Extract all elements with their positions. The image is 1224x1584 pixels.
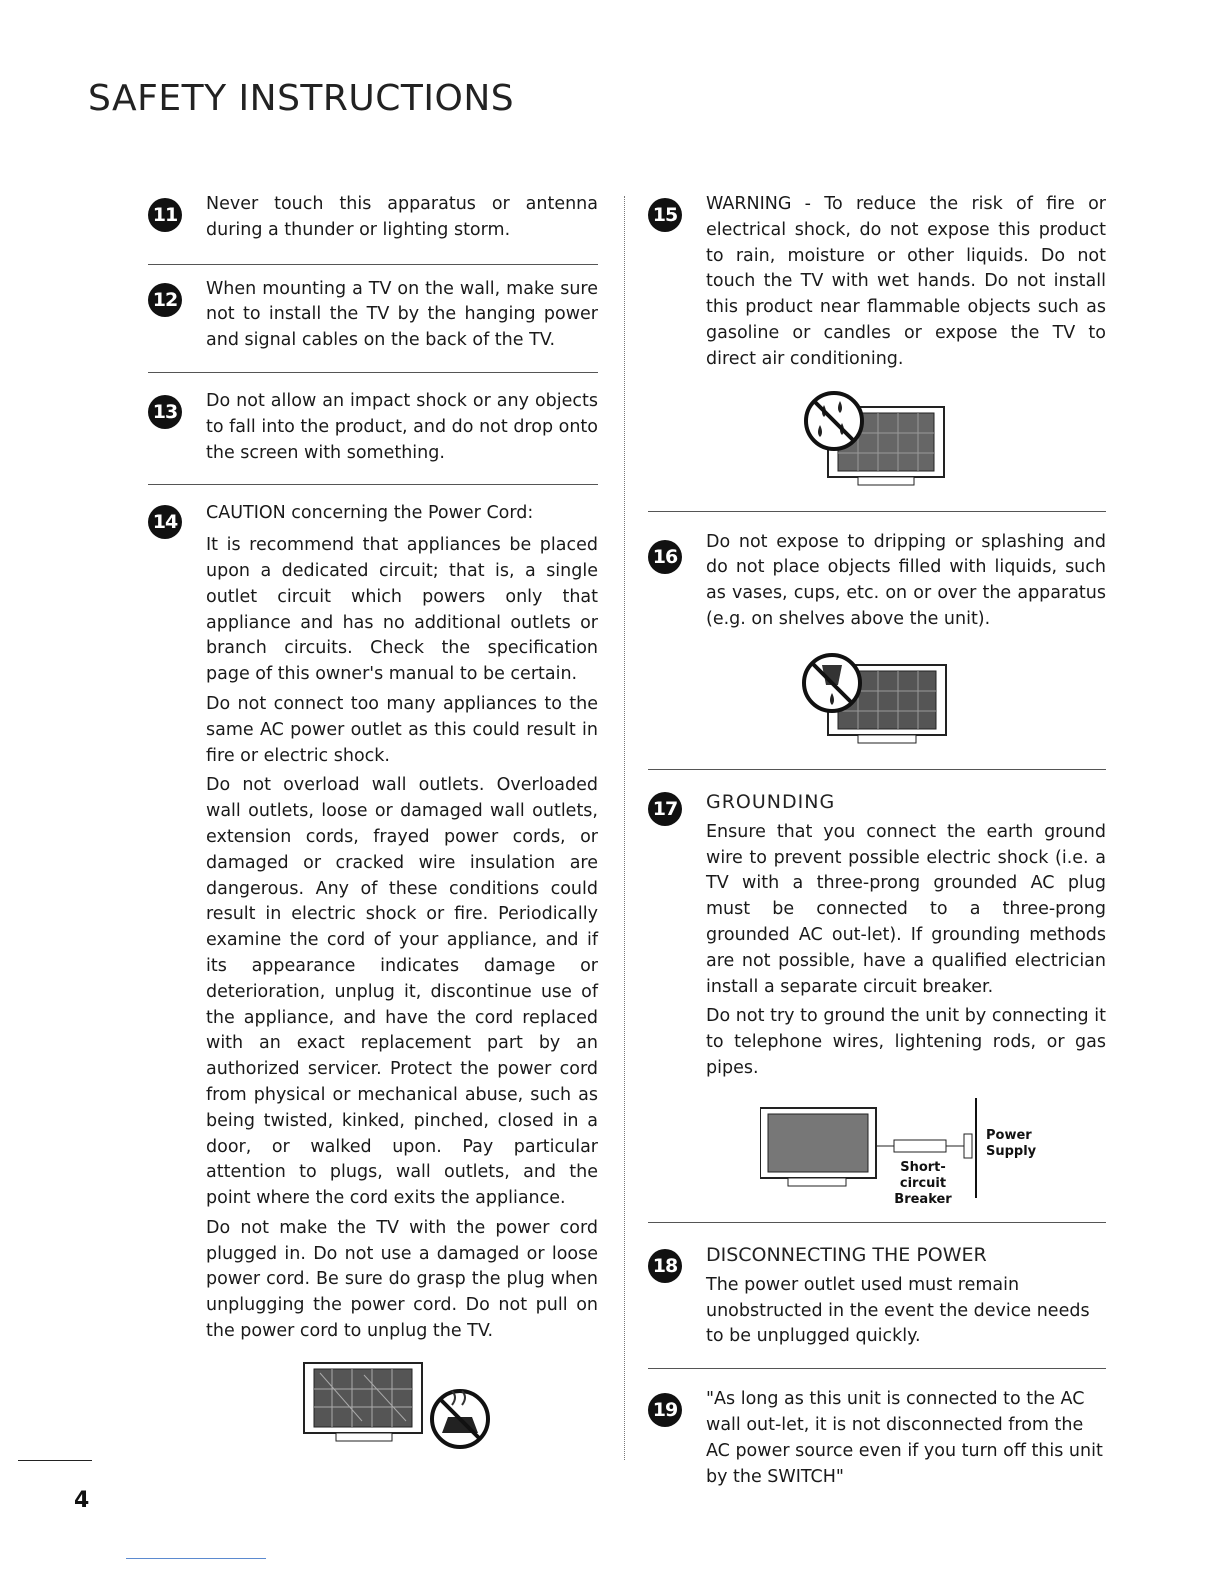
left-column (148, 190, 598, 1451)
item-19 (648, 1369, 1106, 1490)
item-number-badge: 17 (648, 792, 682, 826)
item-text: Do not try to ground the unit by connecting it to telephone wires, lightening rods, or gas pipes. (706, 1006, 1106, 1078)
item-text: Never touch this apparatus or antenna during a thunder or lighting storm. (206, 194, 598, 240)
column-divider (624, 196, 625, 1460)
item-11 (148, 190, 598, 264)
item-text: "As long as this unit is connected to the AC wall out-let, it is not disconnected from the AC power source even if you turn off this unit by the SWITCH" (706, 1389, 1103, 1487)
footer-rule (18, 1460, 92, 1461)
item-18 (648, 1223, 1106, 1368)
tv-no-water-illustration (302, 1361, 502, 1451)
item-text: Do not allow an impact shock or any objects to fall into the product, and do not drop onto the screen with something. (206, 390, 598, 463)
item-12 (148, 265, 598, 372)
item-number-badge: 18 (648, 1249, 682, 1283)
item-text: Do not expose to dripping or splashing and do not place objects filled with liquids, such as vases, cups, etc. on or over the apparatus (e.g. on shelves above the unit). (706, 531, 1106, 629)
tv-no-liquids-illustration (796, 647, 956, 747)
item-number-badge: 16 (648, 540, 682, 574)
tv-no-rain-illustration (796, 389, 956, 489)
item-text: Do not make the TV with the power cord plugged in. Do not use a damaged or loose power cord. Be sure do grasp the plug when unplugging the power cord. Do not pull on the power cord to unplug the TV. (206, 1217, 598, 1342)
item-text: The power outlet used must remain unobstructed in the event the device needs to be unplugged quickly. (706, 1274, 1090, 1347)
page-title: SAFETY INSTRUCTIONS (88, 78, 515, 119)
page-number: 4 (74, 1488, 90, 1513)
item-text: It is recommend that appliances be placed upon a dedicated circuit; that is, a single outlet circuit which powers only that appliance and has no additional outlets or branch circuits. Check the specification page of this owner's manual to be certain. (206, 535, 598, 685)
item-text: Do not connect too many appliances to the same AC power outlet as this could result in fire or electric shock. (206, 693, 598, 766)
item-16 (648, 512, 1106, 769)
caution-heading: CAUTION concerning the Power Cord: (206, 503, 534, 524)
item-text: Ensure that you connect the earth ground wire to prevent possible electric shock (i.e. a TV with a three-prong grounded AC plug must be connected to a three-prong grounded AC out-let). If grounding methods are not possible, have a qualified electrician install a separate circuit breaker. (706, 821, 1106, 997)
grounding-diagram (760, 1098, 1060, 1207)
item-15 (648, 190, 1106, 511)
disconnect-heading: DISCONNECTING THE POWER (706, 1243, 987, 1266)
item-number-badge: 12 (148, 283, 182, 317)
item-text: When mounting a TV on the wall, make sure not to install the TV by the hanging power and signal cables on the back of the TV. (206, 278, 598, 351)
item-number-badge: 11 (148, 198, 182, 232)
item-number-badge: 13 (148, 395, 182, 429)
right-column (648, 190, 1106, 1490)
grounding-heading: GROUNDING (706, 790, 836, 813)
footer-blue-rule (126, 1558, 266, 1559)
item-17 (648, 770, 1106, 1222)
item-14 (148, 485, 598, 1451)
breaker-label: Short-circuit Breaker (894, 1159, 952, 1207)
power-supply-label: Power Supply (986, 1127, 1037, 1159)
item-number-badge: 19 (648, 1393, 682, 1427)
item-number-badge: 14 (148, 505, 182, 539)
item-text: Do not overload wall outlets. Overloaded wall outlets, loose or damaged wall outlets, extension cords, frayed power cords, or damaged or cracked wire insulation are dangerous. Any of these conditions could result in electric shock or fire. Periodically examine the cord of your appliance, and if its appearance indicates damage or deterioration, unplug it, discontinue use of the appliance, and have the cord replaced with an exact replacement part by an authorized servicer. Protect the power cord from physical or mechanical abuse, such as being twisted, kinked, pinched, closed in a door, or walked upon. Pay particular attention to plugs, wall outlets, and the point where the cord exits the appliance. (206, 775, 598, 1209)
item-13 (148, 373, 598, 484)
item-text: WARNING - To reduce the risk of fire or electrical shock, do not expose this product to rain, moisture or other liquids. Do not touch the TV with wet hands. Do not install this product near flammable objects such as gasoline or candles or expose the TV to direct air conditioning. (706, 194, 1106, 369)
item-number-badge: 15 (648, 198, 682, 232)
